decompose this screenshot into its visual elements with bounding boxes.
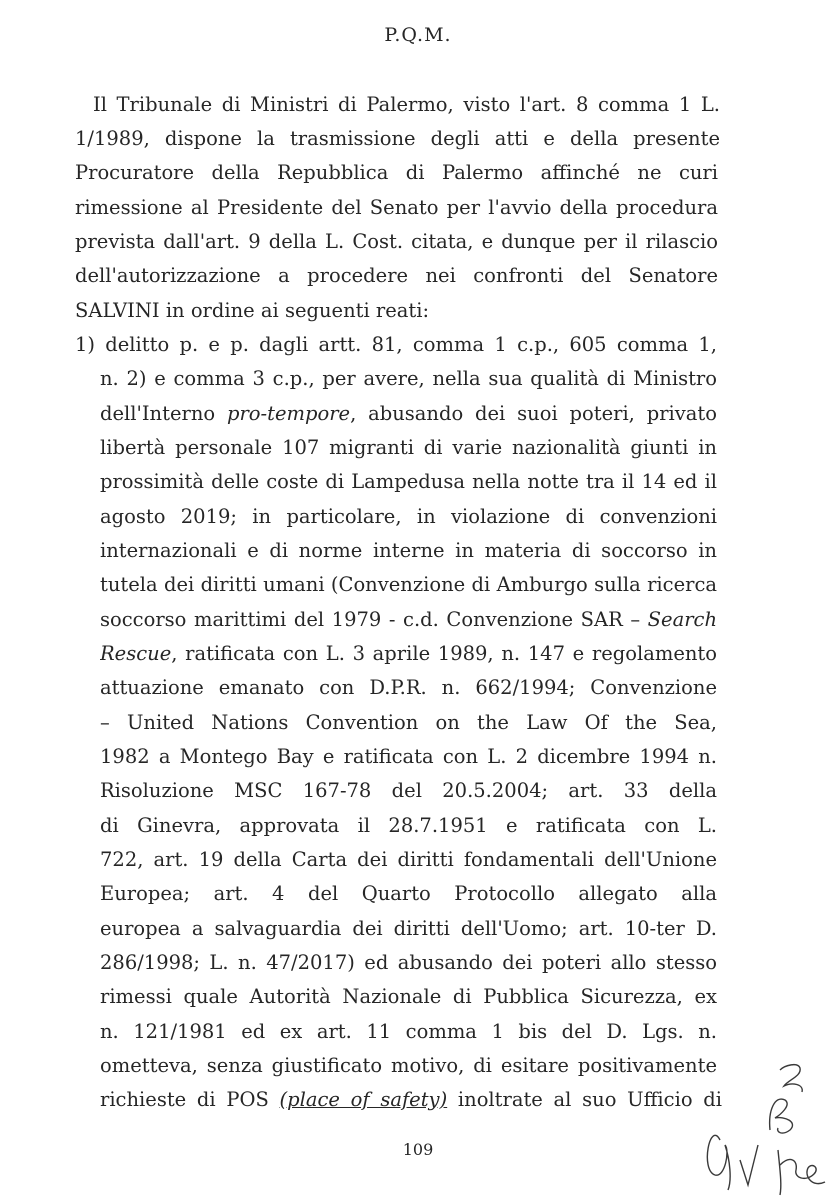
text-line-content: soccorso marittimi del 1979 - c.d. Convenzione SAR – Search <box>100 603 717 637</box>
text-line <box>0 603 836 637</box>
text-line-content: dell'autorizzazione a procedere nei confronti del Senatore <box>75 264 718 287</box>
text-line <box>0 534 836 568</box>
text-line <box>0 397 836 431</box>
text-line-content: Procuratore della Repubblica di Palermo affinché ne curi <box>75 161 718 184</box>
text-line <box>0 294 836 328</box>
text-line <box>0 706 836 740</box>
text-line-content: SALVINI in ordine ai seguenti reati: <box>75 299 430 322</box>
italic-term: Search <box>647 608 717 631</box>
text-line-content: 1982 a Montego Bay e ratificata con L. 2 dicembre 1994 n. <box>100 745 717 768</box>
text-line <box>0 122 836 156</box>
text-line-content: ometteva, senza giustificato motivo, di esitare positivamente <box>100 1054 717 1077</box>
section-heading: P.Q.M. <box>384 24 452 46</box>
text-line <box>0 877 836 911</box>
text-line-content: agosto 2019; in particolare, in violazione di convenzioni <box>100 505 717 528</box>
text-line <box>0 568 836 602</box>
text-line-content: 722, art. 19 della Carta dei diritti fondamentali dell'Unione <box>100 848 717 871</box>
text-line <box>0 637 836 671</box>
text-line-content: tutela dei diritti umani (Convenzione di Amburgo sulla ricerca <box>100 573 717 596</box>
text-line <box>0 431 836 465</box>
text-line-content: Europea; art. 4 del Quarto Protocollo allegato alla <box>100 882 717 905</box>
text-line <box>0 156 836 190</box>
text-line <box>0 225 836 259</box>
text-line-content: rimessi quale Autorità Nazionale di Pubblica Sicurezza, ex <box>100 985 717 1008</box>
italic-term: Rescue <box>100 642 172 665</box>
page-number: 109 <box>402 1140 434 1159</box>
text-line <box>0 740 836 774</box>
text-line-content: internazionali e di norme interne in materia di soccorso in <box>100 539 717 562</box>
text-line <box>0 946 836 980</box>
text-line-content: 286/1998; L. n. 47/2017) ed abusando dei poteri allo stesso <box>100 951 717 974</box>
text-line <box>0 912 836 946</box>
text-line <box>0 843 836 877</box>
text-line-content: – United Nations Convention on the Law Of the Sea, <box>100 711 717 734</box>
text-line <box>0 465 836 499</box>
text-line <box>0 1015 836 1049</box>
text-line <box>0 88 836 122</box>
text-line <box>0 500 836 534</box>
text-line <box>0 362 836 396</box>
text-line <box>0 809 836 843</box>
text-line <box>0 259 836 293</box>
text-line-content: richieste di POS (place of safety) inoltrate al suo Ufficio di <box>100 1088 722 1111</box>
text-line <box>0 671 836 705</box>
text-line-content: 1/1989, dispone la trasmissione degli atti e della presente <box>75 127 720 150</box>
text-line-content: Il Tribunale di Ministri di Palermo, visto l'art. 8 comma 1 L. <box>93 93 720 116</box>
text-line <box>0 328 836 362</box>
text-line-content: libertà personale 107 migranti di varie nazionalità giunti in <box>100 436 717 459</box>
text-line-content: dell'Interno pro-tempore, abusando dei suoi poteri, privato <box>100 402 717 425</box>
text-line <box>0 774 836 808</box>
italic-term: pro-tempore <box>226 402 351 425</box>
text-line-content: 1) delitto p. e p. dagli artt. 81, comma 1 c.p., 605 comma 1, <box>75 333 717 356</box>
text-line-content: Rescue, ratificata con L. 3 aprile 1989, n. 147 e regolamento <box>100 642 717 665</box>
text-line-content: prossimità delle coste di Lampedusa nella notte tra il 14 ed il <box>100 470 717 493</box>
text-line-content: europea a salvaguardia dei diritti dell'Uomo; art. 10-ter D. <box>100 917 717 940</box>
text-line-content: prevista dall'art. 9 della L. Cost. citata, e dunque per il rilascio <box>75 230 718 253</box>
text-line-content: rimessione al Presidente del Senato per l'avvio della procedura <box>75 196 718 219</box>
underlined-italic-term: (place of safety) <box>279 1088 448 1111</box>
text-line-content: n. 2) e comma 3 c.p., per avere, nella sua qualità di Ministro <box>100 367 717 390</box>
text-line-content: Risoluzione MSC 167-78 del 20.5.2004; art. 33 della <box>100 779 717 802</box>
text-line <box>0 980 836 1014</box>
text-line <box>0 191 836 225</box>
handwritten-signature <box>680 1050 836 1200</box>
text-line-content: n. 121/1981 ed ex art. 11 comma 1 bis del D. Lgs. n. <box>100 1020 717 1043</box>
text-line-content: di Ginevra, approvata il 28.7.1951 e ratificata con L. <box>100 814 717 837</box>
text-line-content: attuazione emanato con D.P.R. n. 662/1994; Convenzione <box>100 676 717 699</box>
